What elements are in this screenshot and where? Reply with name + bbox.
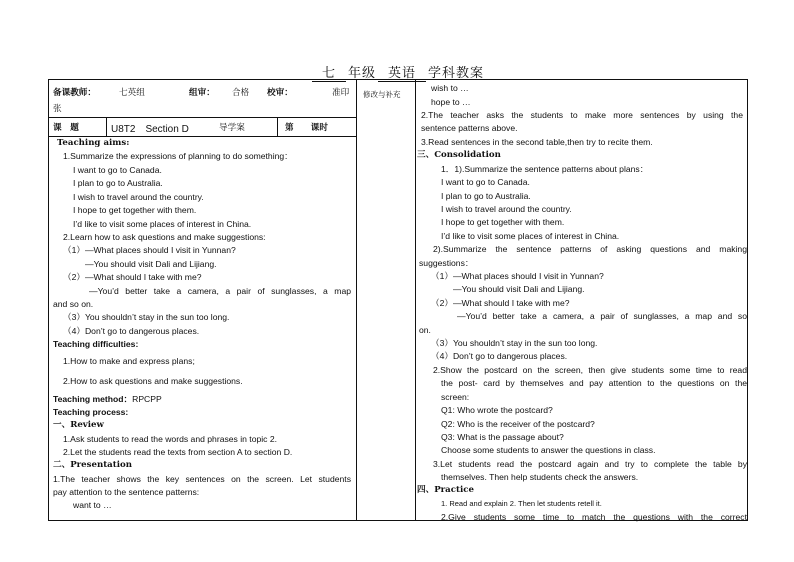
step-2-continued: sentence patterns above.: [421, 123, 518, 133]
consolidation-heading: 三、Consolidation: [417, 150, 501, 160]
topic-label: 课 题: [53, 122, 79, 132]
grade: 七: [312, 62, 346, 82]
review-step-2: 2.Let the students read the texts from section A to section D.: [63, 447, 293, 457]
suggestion-3: （3）You shouldn’t stay in the sun too long.: [431, 338, 598, 348]
subject: 英语: [378, 62, 426, 82]
teacher-continuation: 张: [53, 103, 62, 113]
table-step-continued: themselves. Then help students check the answers.: [441, 472, 639, 482]
question-q2: Q2: Who is the receiver of the postcard?: [441, 419, 595, 429]
answer-2-continued: and so on.: [53, 299, 94, 309]
consolidation-1: 1．1).Summarize the sentence patterns about plans：: [441, 164, 649, 174]
review-heading: 一、Review: [53, 420, 104, 430]
question-2: （2）—What should I take with me?: [431, 298, 570, 308]
method-value: RPCPP: [132, 394, 162, 404]
aim-1-line: I want to go to Canada.: [73, 165, 162, 175]
difficulty-2: 2.How to ask questions and make suggestions.: [63, 376, 243, 386]
group-value: 合格: [232, 87, 250, 97]
answer-2: —You’d better take a camera, a pair of sunglasses, a map and so: [457, 311, 747, 321]
answer-1: —You should visit Dali and Lijiang.: [453, 284, 585, 294]
question-q1: Q1: Who wrote the postcard?: [441, 405, 553, 415]
group-label: 组审：: [189, 87, 215, 97]
row-divider-1: [49, 117, 356, 118]
divider-left: [356, 80, 357, 520]
wish-to: wish to …: [431, 83, 469, 93]
consolidation-2-continued: suggestions：: [419, 258, 474, 268]
suggestion-4: （4）Don’t go to dangerous places.: [431, 351, 568, 361]
lesson-plan-table: [48, 79, 748, 521]
hope-to: hope to …: [431, 97, 471, 107]
school-label: 校审：: [267, 87, 293, 97]
practice-step-2: 2.Give students some time to match the questions with the correct: [441, 512, 747, 522]
consolidation-line: I hope to get together with them.: [441, 217, 565, 227]
table-step: 3.Let students read the postcard again and try to complete the table by: [433, 459, 747, 469]
review-step-1: 1.Ask students to read the words and phrases in topic 2.: [63, 434, 278, 444]
aim-2: 2.Learn how to ask questions and make suggestions:: [63, 232, 266, 242]
postcard-step-c: screen:: [441, 392, 470, 402]
presentation-step-1-continued: pay attention to the sentence patterns:: [53, 487, 200, 497]
suggestion-4: （4）Don’t go to dangerous places.: [63, 326, 200, 336]
question-2: （2）—What should I take with me?: [63, 272, 202, 282]
aim-1-line: I plan to go to Australia.: [73, 178, 163, 188]
consolidation-line: I want to go to Canada.: [441, 177, 530, 187]
answer-2: —You’d better take a camera, a pair of sunglasses, a map: [89, 286, 351, 296]
topic-type: 导学案: [219, 122, 245, 132]
presentation-heading: 二、Presentation: [53, 460, 132, 470]
answer-2-continued: on.: [419, 325, 431, 335]
difficulty-1: 1.How to make and express plans;: [63, 356, 195, 366]
topic-value: U8T2 Section D: [111, 124, 189, 135]
aim-1-line: I hope to get together with them.: [73, 205, 197, 215]
teacher-label: 备课教师：: [53, 87, 96, 97]
postcard-step-b: the post- card by themselves and pay attention to the questions on the: [441, 378, 747, 388]
divider-right: [415, 80, 416, 520]
practice-heading: 四、Practice: [417, 485, 474, 495]
suggestion-3: （3）You shouldn’t stay in the sun too long.: [63, 312, 230, 322]
teacher-value: 七英组: [119, 87, 145, 97]
presentation-step-1: 1.The teacher shows the key sentences on the screen. Let students: [53, 474, 351, 484]
teaching-aims-heading: Teaching aims:: [57, 138, 130, 148]
method-label: Teaching method：: [53, 394, 133, 404]
consolidation-line: I plan to go to Australia.: [441, 191, 531, 201]
presentation-want-to: want to …: [73, 500, 112, 510]
teaching-method: [53, 393, 162, 405]
step-3: 3.Read sentences in the second table,then try to recite them.: [421, 137, 653, 147]
aim-1-line: I wish to travel around the country.: [73, 192, 204, 202]
answer-1: —You should visit Dali and Lijiang.: [85, 259, 217, 269]
consolidation-line: I wish to travel around the country.: [441, 204, 572, 214]
question-1: （1）—What places should I visit in Yunnan?: [63, 245, 236, 255]
step-2: 2.The teacher asks the students to make more sentences by using the: [421, 110, 743, 120]
practice-step-1: 1. Read and explain 2. Then let students retell it.: [441, 499, 602, 508]
title-suffix: 学科教案: [428, 66, 485, 81]
grade-suffix: 年级: [347, 66, 376, 81]
topic-divider-b: [277, 117, 278, 136]
teaching-process-heading: Teaching process:: [53, 407, 129, 417]
consolidation-line: I’d like to visit some places of interest in China.: [441, 231, 620, 241]
aim-1: 1.Summarize the expressions of planning to do something：: [63, 151, 293, 161]
school-value: 准印: [332, 87, 350, 97]
aim-1-line: I’d like to visit some places of interest in China.: [73, 219, 252, 229]
question-1: （1）—What places should I visit in Yunnan?: [431, 271, 604, 281]
side-column-label: 修改与补充: [363, 90, 401, 99]
postcard-step: 2.Show the postcard on the screen, then give students some time to read: [433, 365, 747, 375]
choose-students: Choose some students to answer the questions in class.: [441, 445, 656, 455]
topic-divider-a: [106, 117, 107, 136]
period-label: 第 课时: [285, 122, 328, 132]
teaching-difficulties-heading: Teaching difficulties:: [53, 339, 139, 349]
question-q3: Q3: What is the passage about?: [441, 432, 564, 442]
consolidation-2: 2).Summarize the sentence patterns of asking questions and making: [433, 244, 747, 254]
